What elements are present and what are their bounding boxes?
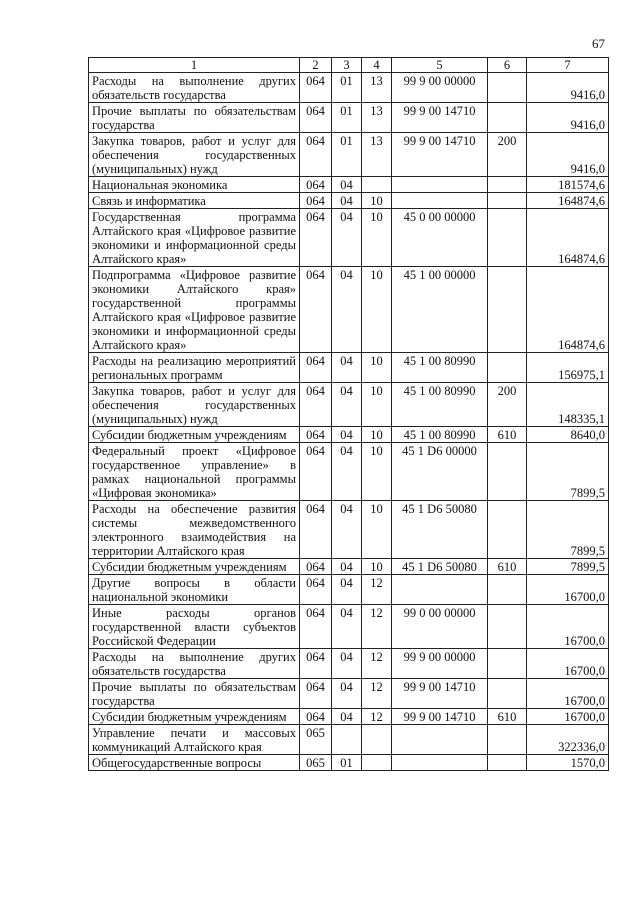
row-subsection-code: 13 (362, 103, 392, 133)
row-amount: 7899,5 (527, 559, 609, 575)
row-amount: 9416,0 (527, 133, 609, 177)
row-amount: 322336,0 (527, 725, 609, 755)
row-name: Федеральный проект «Цифровое государственное управление» в рамках национальной программы «Цифровая экономика» (89, 443, 300, 501)
row-name: Закупка товаров, работ и услуг для обеспечения государственных (муниципальных) нужд (89, 133, 300, 177)
row-name: Прочие выплаты по обязательствам государства (89, 103, 300, 133)
row-subsection-code: 10 (362, 427, 392, 443)
row-ved-code: 064 (300, 103, 332, 133)
row-amount: 16700,0 (527, 575, 609, 605)
row-target-article: 99 9 00 14710 (392, 709, 488, 725)
row-expense-type (488, 679, 527, 709)
row-expense-type (488, 755, 527, 771)
row-name: Расходы на обеспечение развития системы межведомственного электронного взаимодействия на территории Алтайского края (89, 501, 300, 559)
row-section-code: 04 (332, 501, 362, 559)
row-ved-code: 064 (300, 177, 332, 193)
row-target-article: 45 1 00 80990 (392, 353, 488, 383)
row-subsection-code: 12 (362, 679, 392, 709)
row-expense-type (488, 103, 527, 133)
row-ved-code: 064 (300, 605, 332, 649)
row-section-code (332, 725, 362, 755)
budget-table (88, 57, 609, 771)
row-amount: 16700,0 (527, 605, 609, 649)
header-cell: 5 (392, 58, 488, 73)
row-ved-code: 064 (300, 267, 332, 353)
row-target-article (392, 755, 488, 771)
row-section-code: 01 (332, 73, 362, 103)
row-expense-type (488, 725, 527, 755)
row-subsection-code: 10 (362, 501, 392, 559)
table-row (89, 755, 609, 771)
row-expense-type (488, 353, 527, 383)
row-expense-type (488, 501, 527, 559)
row-subsection-code: 12 (362, 649, 392, 679)
table-row (89, 133, 609, 177)
row-target-article (392, 575, 488, 605)
row-target-article: 45 1 00 80990 (392, 383, 488, 427)
row-ved-code: 064 (300, 709, 332, 725)
header-cell: 2 (300, 58, 332, 73)
row-ved-code: 065 (300, 755, 332, 771)
row-section-code: 04 (332, 605, 362, 649)
row-amount: 156975,1 (527, 353, 609, 383)
page-number: 67 (592, 36, 605, 51)
header-cell: 7 (527, 58, 609, 73)
row-target-article: 99 0 00 00000 (392, 605, 488, 649)
row-name: Государственная программа Алтайского края «Цифровое развитие экономики и информационной среды Алтайского края» (89, 209, 300, 267)
row-section-code: 04 (332, 575, 362, 605)
row-target-article: 45 1 D6 50080 (392, 501, 488, 559)
row-subsection-code: 10 (362, 209, 392, 267)
row-target-article: 45 1 D6 50080 (392, 559, 488, 575)
row-expense-type (488, 575, 527, 605)
table-row (89, 725, 609, 755)
row-subsection-code: 10 (362, 443, 392, 501)
row-ved-code: 064 (300, 559, 332, 575)
row-ved-code: 064 (300, 679, 332, 709)
row-section-code: 04 (332, 679, 362, 709)
header-row (89, 58, 609, 73)
table-row (89, 73, 609, 103)
row-ved-code: 064 (300, 193, 332, 209)
row-expense-type: 610 (488, 709, 527, 725)
row-target-article: 45 1 D6 00000 (392, 443, 488, 501)
row-ved-code: 064 (300, 501, 332, 559)
header-cell: 4 (362, 58, 392, 73)
row-target-article (392, 177, 488, 193)
row-target-article (392, 193, 488, 209)
row-target-article: 99 9 00 00000 (392, 73, 488, 103)
row-subsection-code: 13 (362, 73, 392, 103)
row-expense-type (488, 193, 527, 209)
row-ved-code: 064 (300, 383, 332, 427)
row-amount: 1570,0 (527, 755, 609, 771)
row-ved-code: 064 (300, 443, 332, 501)
row-target-article (392, 725, 488, 755)
row-amount: 9416,0 (527, 73, 609, 103)
row-name: Подпрограмма «Цифровое развитие экономики Алтайского края» государственной программы Алтайского края «Цифровое развитие экономики и информационной среды Алтайского края» (89, 267, 300, 353)
row-section-code: 04 (332, 177, 362, 193)
row-name: Иные расходы органов государственной власти субъектов Российской Федерации (89, 605, 300, 649)
row-amount: 7899,5 (527, 501, 609, 559)
row-target-article: 99 9 00 00000 (392, 649, 488, 679)
row-section-code: 04 (332, 709, 362, 725)
row-target-article: 99 9 00 14710 (392, 103, 488, 133)
row-expense-type (488, 443, 527, 501)
row-section-code: 04 (332, 427, 362, 443)
row-subsection-code: 13 (362, 133, 392, 177)
row-amount: 164874,6 (527, 209, 609, 267)
row-section-code: 04 (332, 559, 362, 575)
row-amount: 9416,0 (527, 103, 609, 133)
row-section-code: 04 (332, 209, 362, 267)
row-section-code: 01 (332, 133, 362, 177)
row-ved-code: 064 (300, 209, 332, 267)
row-subsection-code: 10 (362, 559, 392, 575)
row-name: Закупка товаров, работ и услуг для обеспечения государственных (муниципальных) нужд (89, 383, 300, 427)
row-section-code: 04 (332, 193, 362, 209)
row-target-article: 99 9 00 14710 (392, 133, 488, 177)
row-name: Субсидии бюджетным учреждениям (89, 559, 300, 575)
row-name: Связь и информатика (89, 193, 300, 209)
row-subsection-code: 10 (362, 383, 392, 427)
row-subsection-code: 12 (362, 605, 392, 649)
row-subsection-code: 12 (362, 575, 392, 605)
row-amount: 8640,0 (527, 427, 609, 443)
row-ved-code: 064 (300, 427, 332, 443)
row-target-article: 99 9 00 14710 (392, 679, 488, 709)
row-target-article: 45 0 00 00000 (392, 209, 488, 267)
row-amount: 16700,0 (527, 679, 609, 709)
row-subsection-code (362, 725, 392, 755)
row-expense-type: 200 (488, 383, 527, 427)
table-row (89, 383, 609, 427)
row-name: Субсидии бюджетным учреждениям (89, 709, 300, 725)
header-cell: 3 (332, 58, 362, 73)
row-amount: 181574,6 (527, 177, 609, 193)
row-target-article: 45 1 00 00000 (392, 267, 488, 353)
row-expense-type: 200 (488, 133, 527, 177)
row-ved-code: 064 (300, 649, 332, 679)
table-row (89, 267, 609, 353)
header-cell: 6 (488, 58, 527, 73)
row-section-code: 04 (332, 267, 362, 353)
row-name: Национальная экономика (89, 177, 300, 193)
row-ved-code: 064 (300, 575, 332, 605)
row-expense-type (488, 73, 527, 103)
row-ved-code: 064 (300, 73, 332, 103)
table-row (89, 209, 609, 267)
row-amount: 164874,6 (527, 193, 609, 209)
row-section-code: 04 (332, 443, 362, 501)
row-expense-type (488, 177, 527, 193)
row-name: Субсидии бюджетным учреждениям (89, 427, 300, 443)
table-row (89, 103, 609, 133)
table-row (89, 709, 609, 725)
row-expense-type (488, 649, 527, 679)
row-expense-type: 610 (488, 427, 527, 443)
row-name: Расходы на выполнение других обязательств государства (89, 73, 300, 103)
row-section-code: 04 (332, 383, 362, 427)
row-subsection-code (362, 177, 392, 193)
row-ved-code: 064 (300, 133, 332, 177)
row-name: Общегосударственные вопросы (89, 755, 300, 771)
row-expense-type (488, 267, 527, 353)
table-row (89, 575, 609, 605)
table-row (89, 501, 609, 559)
row-expense-type: 610 (488, 559, 527, 575)
table-row (89, 679, 609, 709)
row-amount: 7899,5 (527, 443, 609, 501)
row-amount: 16700,0 (527, 709, 609, 725)
row-section-code: 04 (332, 649, 362, 679)
row-section-code: 01 (332, 103, 362, 133)
row-expense-type (488, 605, 527, 649)
table-row (89, 193, 609, 209)
row-ved-code: 064 (300, 353, 332, 383)
row-amount: 16700,0 (527, 649, 609, 679)
row-target-article: 45 1 00 80990 (392, 427, 488, 443)
table-row (89, 353, 609, 383)
row-amount: 164874,6 (527, 267, 609, 353)
row-name: Расходы на выполнение других обязательств государства (89, 649, 300, 679)
row-subsection-code: 10 (362, 267, 392, 353)
table-row (89, 443, 609, 501)
table-row (89, 559, 609, 575)
row-section-code: 04 (332, 353, 362, 383)
row-expense-type (488, 209, 527, 267)
row-amount: 148335,1 (527, 383, 609, 427)
row-name: Расходы на реализацию мероприятий региональных программ (89, 353, 300, 383)
row-name: Прочие выплаты по обязательствам государства (89, 679, 300, 709)
row-ved-code: 065 (300, 725, 332, 755)
table-row (89, 427, 609, 443)
row-section-code: 01 (332, 755, 362, 771)
row-subsection-code: 10 (362, 353, 392, 383)
row-subsection-code: 12 (362, 709, 392, 725)
table-row (89, 177, 609, 193)
header-cell: 1 (89, 58, 300, 73)
row-name: Управление печати и массовых коммуникаций Алтайского края (89, 725, 300, 755)
row-name: Другие вопросы в области национальной экономики (89, 575, 300, 605)
row-subsection-code: 10 (362, 193, 392, 209)
table-row (89, 649, 609, 679)
table-row (89, 605, 609, 649)
row-subsection-code (362, 755, 392, 771)
